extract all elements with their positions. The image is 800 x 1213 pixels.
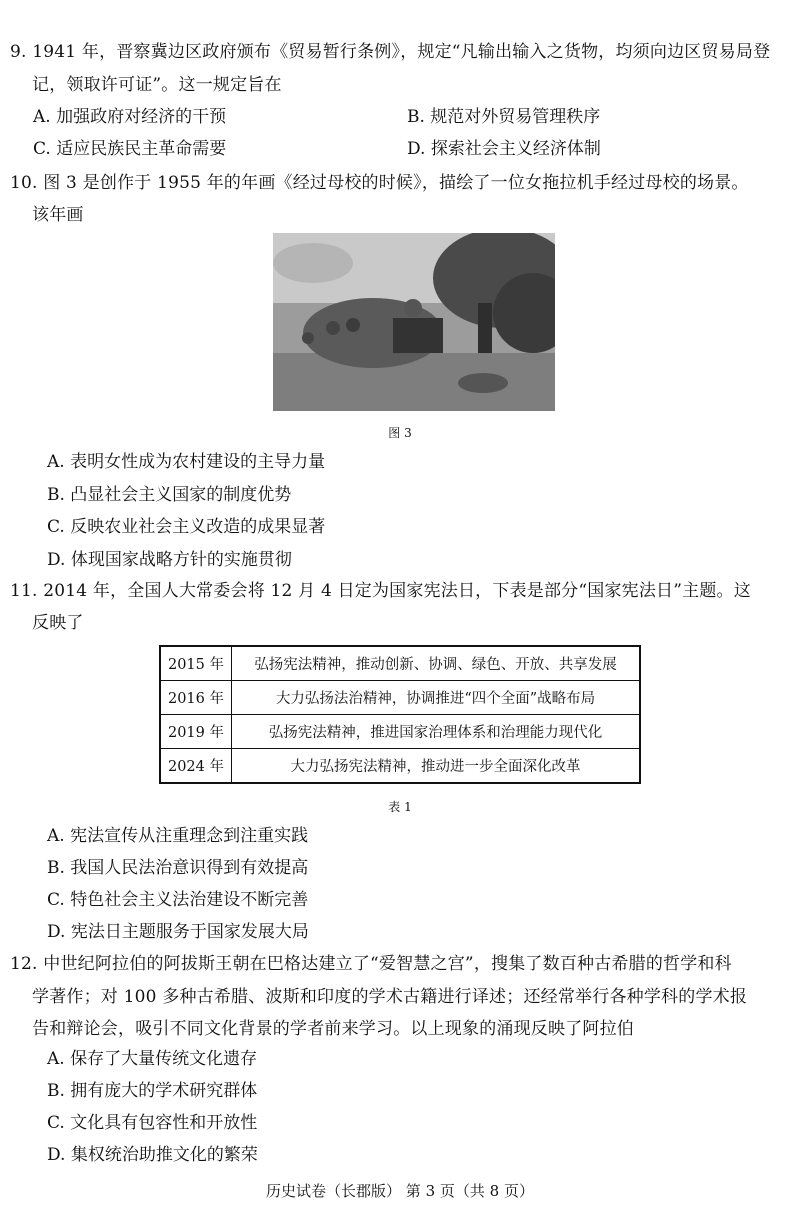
q12-option-b: B. 拥有庞大的学术研究群体 [47, 1081, 258, 1101]
q10-option-c: C. 反映农业社会主义改造的成果显著 [47, 517, 326, 537]
q11-option-d: D. 宪法日主题服务于国家发展大局 [47, 922, 309, 942]
q12-stem-line3: 告和辩论会，吸引不同文化背景的学者前来学习。以上现象的涌现反映了阿拉伯 [32, 1019, 634, 1039]
table-year-cell: 2019 年 [160, 715, 232, 749]
table-row [160, 715, 640, 749]
table-year-cell: 2015 年 [160, 646, 232, 681]
q12-stem-line1: 12. 中世纪阿拉伯的阿拔斯王朝在巴格达建立了“爱智慧之宫”，搜集了数百种古希腊的哲学和科 [10, 954, 732, 974]
q12-option-c: C. 文化具有包容性和开放性 [47, 1113, 258, 1133]
table-theme-cell: 大力弘扬宪法精神，推动进一步全面深化改革 [232, 749, 641, 784]
q9-option-b: B. 规范对外贸易管理秩序 [407, 107, 601, 127]
q9-stem-line2: 记，领取许可证”。这一规定旨在 [32, 75, 282, 95]
q10-stem-line1: 10. 图 3 是创作于 1955 年的年画《经过母校的时候》，描绘了一位女拖拉机手经过母校的场景。 [10, 173, 749, 193]
q12-option-d: D. 集权统治助推文化的繁荣 [47, 1145, 258, 1165]
q11-option-c: C. 特色社会主义法治建设不断完善 [47, 890, 309, 910]
q12-option-a: A. 保存了大量传统文化遗存 [47, 1049, 258, 1069]
table-row [160, 749, 640, 784]
q10-option-a: A. 表明女性成为农村建设的主导力量 [47, 452, 326, 472]
q9-option-c: C. 适应民族民主革命需要 [33, 139, 227, 159]
table-theme-cell: 弘扬宪法精神，推动创新、协调、绿色、开放、共享发展 [232, 646, 641, 681]
q12-stem-line2: 学著作；对 100 多种古希腊、波斯和印度的学术古籍进行译述；还经常举行各种学科的学术报 [32, 987, 748, 1007]
q10-option-d: D. 体现国家战略方针的实施贯彻 [47, 550, 292, 570]
q11-stem-line1: 11. 2014 年，全国人大常委会将 12 月 4 日定为国家宪法日，下表是部分“国家宪法日”主题。这 [10, 581, 751, 601]
q11-stem-line2: 反映了 [32, 613, 84, 633]
table-1-constitution-day-themes [159, 645, 641, 784]
q9-option-d: D. 探索社会主义经济体制 [407, 139, 601, 159]
table-1-caption: 表 1 [388, 800, 412, 814]
table-row [160, 681, 640, 715]
q9-stem-line1: 9. 1941 年，晋察冀边区政府颁布《贸易暂行条例》，规定“凡输出输入之货物，均须向边区贸易局登 [10, 42, 771, 62]
table-theme-cell: 大力弘扬法治精神，协调推进“四个全面”战略布局 [232, 681, 641, 715]
figure-3-painting [273, 233, 555, 411]
painting-illustration [273, 233, 555, 411]
q10-stem-line2: 该年画 [32, 205, 84, 225]
page-footer: 历史试卷（长郡版） 第 3 页（共 8 页） [266, 1182, 534, 1200]
table-year-cell: 2024 年 [160, 749, 232, 784]
q11-option-b: B. 我国人民法治意识得到有效提高 [47, 858, 309, 878]
table-row [160, 646, 640, 681]
table-year-cell: 2016 年 [160, 681, 232, 715]
q10-option-b: B. 凸显社会主义国家的制度优势 [47, 485, 292, 505]
figure-3-caption: 图 3 [388, 426, 412, 440]
q9-option-a: A. 加强政府对经济的干预 [33, 107, 227, 127]
table-theme-cell: 弘扬宪法精神，推进国家治理体系和治理能力现代化 [232, 715, 641, 749]
q11-option-a: A. 宪法宣传从注重理念到注重实践 [47, 826, 309, 846]
